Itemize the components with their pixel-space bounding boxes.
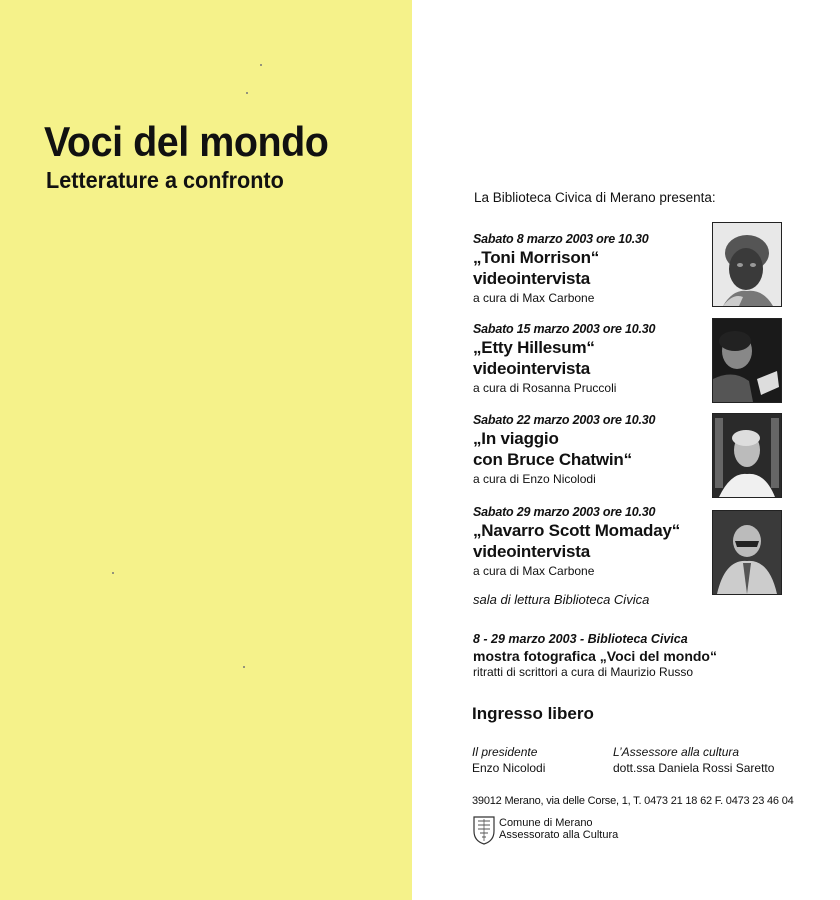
event-date: Sabato 29 marzo 2003 ore 10.30 xyxy=(473,505,656,519)
paper-speck xyxy=(112,572,114,574)
event-title-line2: videointervista xyxy=(473,359,590,378)
event-item xyxy=(473,231,713,306)
event-curator: a cura di Max Carbone xyxy=(473,564,595,578)
event-title: „Toni Morrison“ xyxy=(473,248,600,267)
footer-line2: Assessorato alla Cultura xyxy=(499,829,619,841)
event-date: Sabato 22 marzo 2003 ore 10.30 xyxy=(473,413,656,427)
cover-subtitle: Letterature a confronto xyxy=(46,167,284,193)
event-curator: a cura di Enzo Nicolodi xyxy=(473,472,596,486)
exhibition-date: 8 - 29 marzo 2003 - Biblioteca Civica xyxy=(473,632,688,646)
portrait-photo xyxy=(712,222,782,307)
exhibition-subtitle: ritratti di scrittori a cura di Maurizio Russo xyxy=(473,665,694,679)
event-date: Sabato 8 marzo 2003 ore 10.30 xyxy=(473,232,649,246)
event-title: „Etty Hillesum“ xyxy=(473,338,595,357)
yellow-cover-panel xyxy=(0,0,412,900)
event-title-line2: videointervista xyxy=(473,542,590,561)
portrait-photo xyxy=(712,318,782,403)
contact-address: 39012 Merano, via delle Corse, 1, T. 0473 21 18 62 F. 0473 23 46 04 xyxy=(472,795,794,807)
event-title-line2: con Bruce Chatwin“ xyxy=(473,450,632,469)
event-item xyxy=(473,412,713,487)
event-title-line2: videointervista xyxy=(473,269,590,288)
exhibition-block xyxy=(473,631,803,680)
event-date: Sabato 15 marzo 2003 ore 10.30 xyxy=(473,322,656,336)
paper-speck xyxy=(243,666,245,668)
signature-role: Il presidente xyxy=(472,745,538,759)
event-curator: a cura di Max Carbone xyxy=(473,291,595,305)
event-title: „Navarro Scott Momaday“ xyxy=(473,521,681,540)
event-item xyxy=(473,321,713,396)
paper-speck xyxy=(260,64,262,66)
coat-of-arms-icon xyxy=(472,815,496,850)
signature-president xyxy=(472,744,545,776)
cover-title: Voci del mondo xyxy=(44,118,329,165)
portrait-photo xyxy=(712,413,782,498)
signature-name: Enzo Nicolodi xyxy=(472,761,546,775)
signature-assessore xyxy=(613,744,774,776)
municipality-footer xyxy=(472,815,618,850)
free-entry: Ingresso libero xyxy=(472,704,594,723)
signature-role: L’Assessore alla cultura xyxy=(613,745,740,759)
venue-note: sala di lettura Biblioteca Civica xyxy=(473,592,650,607)
event-title: „In viaggio xyxy=(473,429,559,448)
exhibition-title: mostra fotografica „Voci del mondo“ xyxy=(473,648,717,664)
paper-speck xyxy=(246,92,248,94)
event-curator: a cura di Rosanna Pruccoli xyxy=(473,381,617,395)
footer-line1: Comune di Merano xyxy=(499,817,593,829)
portrait-photo xyxy=(712,510,782,595)
signature-name: dott.ssa Daniela Rossi Saretto xyxy=(613,761,775,775)
event-item xyxy=(473,504,713,579)
intro-text: La Biblioteca Civica di Merano presenta: xyxy=(474,190,716,205)
